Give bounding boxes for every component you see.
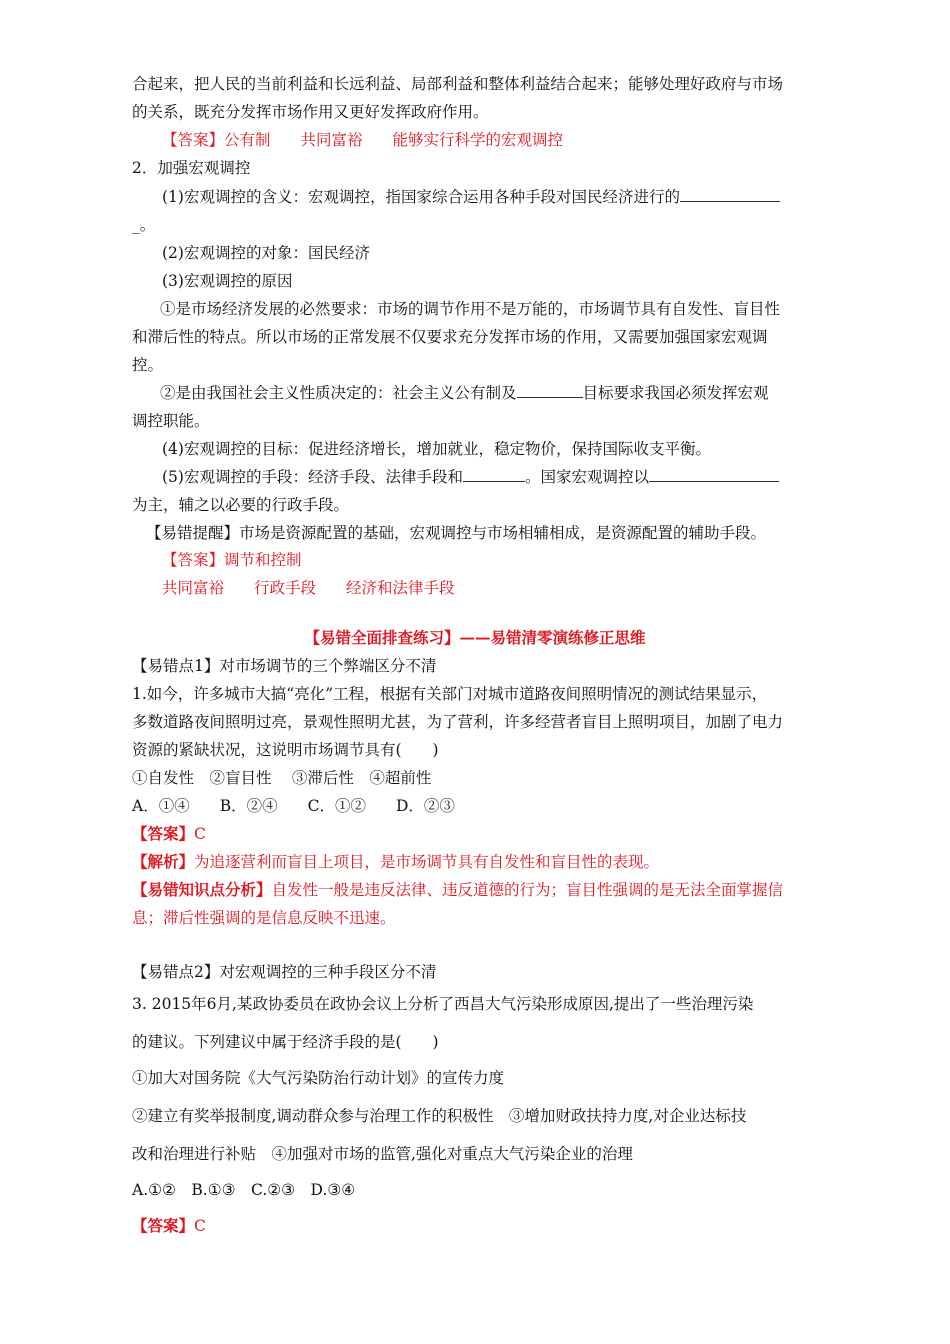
answer-line <box>162 578 852 598</box>
answer-tag: 【答案】 <box>132 1216 195 1235</box>
section-heading: 2．加强宏观调控 <box>132 159 251 177</box>
paragraph-line: _。 <box>132 216 156 234</box>
answer-line <box>162 550 852 570</box>
question-line: 资源的紧缺状况，这说明市场调节具有( ) <box>132 741 439 759</box>
paragraph-line: 为主，辅之以必要的行政手段。 <box>132 496 350 514</box>
answer-line <box>132 824 822 844</box>
paragraph-line: (5)宏观调控的手段：经济手段、法律手段和 。国家宏观调控以 <box>162 467 852 487</box>
option-b: B．②④ <box>219 797 278 815</box>
error-point-heading: 【易错点1】对市场调节的三个弊端区分不清 <box>132 657 437 675</box>
fill-blank <box>649 467 779 482</box>
paragraph-line: 调控职能。 <box>132 412 210 430</box>
paragraph-line: 合起来，把人民的当前利益和长远利益、局部利益和整体利益结合起来；能够处理好政府与市场 <box>132 75 784 93</box>
analysis-line: 【解析】为追逐营利而盲目上项目，是市场调节具有自发性和盲目性的表现。 <box>132 852 660 871</box>
answer-value: C <box>194 825 206 843</box>
question-item: ①加大对国务院《大气污染防治行动计划》的宣传力度 <box>132 1069 505 1087</box>
question-line: 1.如今，许多城市大搞“亮化”工程，根据有关部门对城市道路夜间照明情况的测试结果显示， <box>132 685 768 703</box>
fill-blank <box>463 467 525 482</box>
tip-tag: 【易错提醒】 <box>146 524 240 542</box>
answer-tag: 【答案】 <box>132 824 195 843</box>
paragraph-line: (1)宏观调控的含义：宏观调控，指国家综合运用各种手段对国民经济进行的 <box>162 187 822 207</box>
question-line: 多数道路夜间照明过亮，景观性照明尤甚，为了营利，许多经营者盲目上照明项目，加剧了电力 <box>132 713 784 731</box>
paragraph-line: ①是市场经济发展的必然要求：市场的调节作用不是万能的，市场调节具有自发性、盲目性 <box>160 300 781 318</box>
question-item: 改和治理进行补贴 ④加强对市场的监管,强化对重点大气污染企业的治理 <box>132 1145 633 1163</box>
answer-value: 行政手段 <box>254 579 317 597</box>
answer-value: C <box>194 1217 206 1235</box>
option-a: A．①④ <box>132 797 190 815</box>
answer-tag: 【答案】 <box>162 551 225 569</box>
answer-value: 共同富裕 <box>300 131 363 149</box>
answer-value: 经济和法律手段 <box>346 579 455 597</box>
paragraph-line: 的关系，既充分发挥市场作用又更好发挥政府作用。 <box>132 103 489 121</box>
answer-value: 共同富裕 <box>162 579 225 597</box>
answer-value: 调节和控制 <box>224 551 302 569</box>
answer-value: 公有制 <box>224 131 271 149</box>
paragraph-line: 和滞后性的特点。所以市场的正常发展不仅要求充分发挥市场的作用，又需要加强国家宏观调 <box>132 328 768 346</box>
question-options <box>132 796 822 816</box>
option-c: C．①② <box>307 797 366 815</box>
question-options: A.①② B.①③ C.②③ D.③④ <box>132 1181 356 1199</box>
paragraph-line: (4)宏观调控的目标：促进经济增长，增加就业，稳定物价，保持国际收支平衡。 <box>162 440 711 458</box>
knowledge-point-line: 息；滞后性强调的是信息反映不迅速。 <box>132 909 396 927</box>
answer-tag: 【答案】 <box>162 131 225 149</box>
question-line: 3. 2015年6月,某政协委员在政协会议上分析了西昌大气污染形成原因,提出了一些治理污染 <box>132 995 754 1013</box>
fill-blank <box>517 383 583 398</box>
fill-blank <box>680 187 780 202</box>
answer-line <box>162 130 852 150</box>
question-item: ②建立有奖举报制度,调动群众参与治理工作的积极性 ③增加财政扶持力度,对企业达标技 <box>132 1107 747 1125</box>
knowledge-point-line: 【易错知识点分析】自发性一般是违反法律、违反道德的行为；盲目性强调的是无法全面掌握信 <box>132 880 784 899</box>
knowledge-point-tag: 【易错知识点分析】 <box>132 880 272 899</box>
analysis-tag: 【解析】 <box>132 852 195 871</box>
option-d: D．②③ <box>395 797 455 815</box>
answer-value: 能够实行科学的宏观调控 <box>392 131 564 149</box>
paragraph-line: 控。 <box>132 356 164 374</box>
paragraph-line: ②是由我国社会主义性质决定的：社会主义公有制及 目标要求我国必须发挥宏观 <box>160 384 769 402</box>
practice-title: 【易错全面排查练习】——易错清零演练修正思维 <box>304 628 646 647</box>
tip-line: 【易错提醒】市场是资源配置的基础，宏观调控与市场相辅相成，是资源配置的辅助手段。 <box>146 524 767 542</box>
question-line: 的建议。下列建议中属于经济手段的是( ) <box>132 1033 439 1051</box>
paragraph-line: (3)宏观调控的原因 <box>162 272 293 290</box>
question-items: ①自发性 ②盲目性 ③滞后性 ④超前性 <box>132 769 432 787</box>
error-point-heading: 【易错点2】对宏观调控的三种手段区分不清 <box>132 963 437 981</box>
answer-line <box>132 1216 822 1236</box>
paragraph-line: (2)宏观调控的对象：国民经济 <box>162 244 370 262</box>
